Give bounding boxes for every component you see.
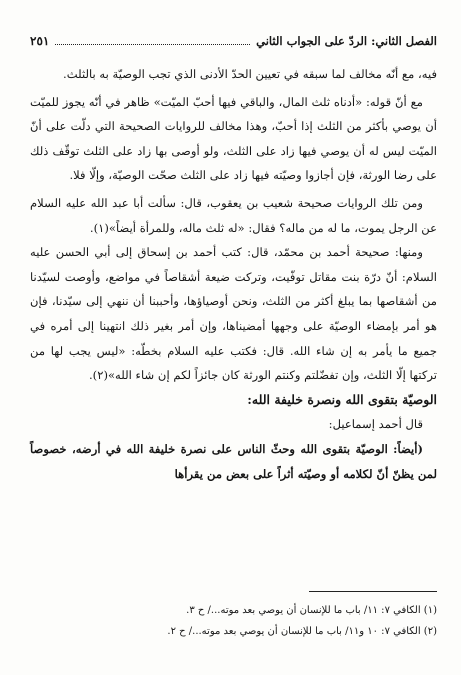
footnotes — [30, 591, 437, 642]
paragraph-2: مع أنّ قوله: «أدناه ثلث المال، والباقي فيها أحبّ الميّت» ظاهر في أنّه يجوز للميّت أن يوصي بأكثر من الثلث إذا أحبّ، وهذا مخالف للروايات الصحيحة التي دلّت على أنّ الميّت ليس له أن يوصي فيها زاد على الثلث، ولو أوصى بها زاد على الثلث توقّف ذلك على رضا الورثة، فإن أجازوا وصيّته فيها زاد على الثلث صحّت الوصيّة، وإلّا فلا. — [30, 94, 437, 183]
header-dot-leader — [55, 44, 250, 45]
body-text — [30, 62, 437, 486]
section-heading: الوصيّة بتقوى الله ونصرة خليفة الله: — [247, 391, 437, 407]
section-quote: (أيضاً: الوصيّة بتقوى الله وحثّ الناس على نصرة خليفة الله في أرضه، خصوصاً لمن يظنّ أنّ لكلامه أو وصيّته أثراً على بعض من يقرأها — [30, 441, 437, 481]
paragraph-3: ومن تلك الروايات صحيحة شعيب بن يعقوب، قال: سألت أبا عبد الله عليه السلام عن الرجل يموت، ما له من ماله؟ فقال: «له ثلث ماله، وللمرأة أيضاً»(١). — [30, 195, 437, 235]
chapter-title: الفصل الثاني: الردّ على الجواب الثاني — [256, 34, 437, 48]
footnote-2: (٢) الكافي ٧: ١٠ و١١/ باب ما للإنسان أن يوصي بعد موته.../ ح ٢. — [167, 626, 437, 637]
footnote-separator — [309, 591, 437, 592]
page-header — [30, 34, 437, 48]
paragraph-1: فيه، مع أنّه مخالف لما سبقه في تعيين الحدّ الأدنى الذي تجب الوصيّة به بالثلث. — [63, 67, 437, 81]
footnote-1: (١) الكافي ٧: ١١/ باب ما للإنسان أن يوصي بعد موته.../ ح ٣. — [186, 605, 437, 616]
section-intro: قال أحمد إسماعيل: — [328, 417, 423, 432]
paragraph-4: ومنها: صحيحة أحمد بن محمّد، قال: كتب أحمد بن إسحاق إلى أبي الحسن عليه السلام: أنّ درّة بنت مقاتل توفّيت، وتركت ضيعة أشقاصاً في مواضع، وأوصت لسيّدنا من أشقاصها بما يبلغ أكثر من الثلث، ونحن أوصياؤها، وأحببنا أن ننهي إلى سيّدنا، فإن هو أمر بإمضاء الوصيّة على وجهها أمضيناها، وإن أمر بغير ذلك انتهينا إلى أمره في جميع ما يأمر به إن شاء الله. قال: فكتب عليه السلام بخطّه: «ليس يجب لها من تركتها إلّا الثلث، وإن تفضّلتم وكنتم الورثة كان جائزاً لكم إن شاء الله»(٢). — [30, 245, 437, 383]
page-number: ٢٥١ — [30, 34, 50, 48]
